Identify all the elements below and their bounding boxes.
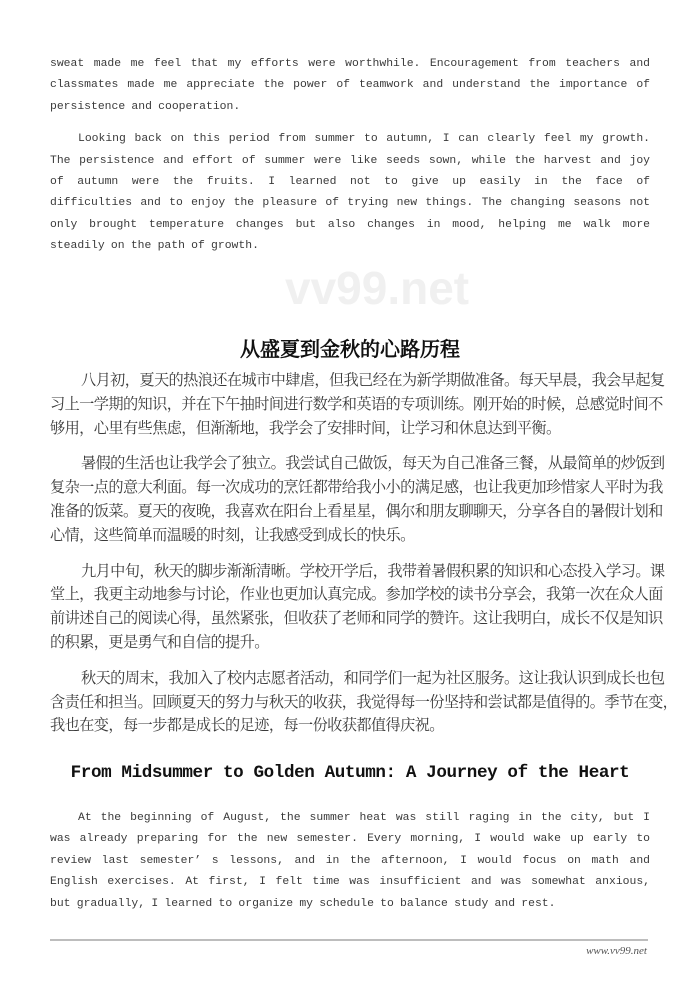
- text-line: difficulties and to enjoy the pleasure of trying new things. The changing seasons not: [50, 197, 650, 210]
- text-line: 我也在变，每一步都是成长的足迹，每一份收获都值得庆祝。: [50, 716, 444, 735]
- text-line: English exercises. At first, I felt time was insufficient and was somewhat anxious,: [50, 876, 650, 889]
- text-line: but gradually, I learned to organize my schedule to balance study and rest.: [50, 897, 556, 910]
- text-line: was already preparing for the new semester. Every morning, I would wake up early to: [50, 833, 650, 846]
- text-line: 前讲述自己的阅读心得，虽然紧张，但收获了老师和同学的赞许。这让我明白，成长不仅是知识: [50, 609, 663, 628]
- text-line: 准备的饭菜。夏天的夜晚，我喜欢在阳台上看星星，偶尔和朋友聊聊天，分享各自的暑假计划和: [50, 501, 663, 520]
- paragraph: [50, 808, 650, 915]
- footer-url: www.vv99.net: [586, 945, 647, 957]
- paragraph: [50, 369, 665, 440]
- text-line: 习上一学期的知识，并在下午抽时间进行数学和英语的专项训练。刚开始的时候，总感觉时间不: [50, 394, 663, 413]
- text-line: sweat made me feel that my efforts were worthwhile. Encouragement from teachers and: [50, 58, 650, 70]
- text-line: classmates made me appreciate the power of teamwork and understand the importance of: [50, 79, 650, 92]
- english-paragraphs-top: [50, 54, 650, 269]
- text-line: 的积累，更是勇气和自信的提升。: [50, 632, 269, 651]
- english-title: From Midsummer to Golden Autumn: A Journey of the Heart: [70, 763, 630, 783]
- text-line: 够用，心里有些焦虑，但渐渐地，我学会了安排时间，让学习和休息达到平衡。: [50, 418, 561, 437]
- english-paragraphs-bottom: [50, 808, 650, 926]
- text-line: 秋天的周末，我加入了校内志愿者活动，和同学们一起为社区服务。这让我认识到成长也包: [81, 668, 665, 687]
- paragraph: [50, 667, 678, 738]
- text-line: persistence and cooperation.: [50, 100, 241, 113]
- text-line: 复杂一点的意大利面。每一次成功的烹饪都带给我小小的满足感，也让我更加珍惜家人平时为我: [50, 478, 663, 497]
- text-line: 心情，这些简单而温暖的时刻，让我感受到成长的快乐。: [50, 525, 415, 544]
- paragraph: [50, 129, 650, 257]
- text-line: steadily on the path of growth.: [50, 240, 259, 253]
- text-line: only brought temperature changes but also changes in mood, helping me walk more: [50, 218, 650, 231]
- footer-divider: [50, 939, 648, 941]
- text-line: At the beginning of August, the summer heat was still raging in the city, but I: [78, 812, 650, 824]
- text-line: The persistence and effort of summer were like seeds sown, while the harvest and joy: [50, 154, 650, 167]
- text-line: 堂上，我更主动地参与讨论，作业也更加认真完成。参加学校的读书分享会，我第一次在众人面: [50, 585, 663, 604]
- chinese-paragraphs: [50, 369, 678, 750]
- paragraph: [50, 54, 650, 118]
- text-line: Looking back on this period from summer to autumn, I can clearly feel my growth.: [78, 133, 650, 146]
- text-line: of autumn were the fruits. I learned not to give up easily in the face of: [50, 175, 650, 188]
- paragraph: [50, 560, 665, 655]
- chinese-title: 从盛夏到金秋的心路历程: [240, 337, 460, 361]
- text-line: 含责任和担当。回顾夏天的努力与秋天的收获，我觉得每一份坚持和尝试都是值得的。季节在变，: [50, 692, 678, 711]
- text-line: 九月中旬，秋天的脚步渐渐清晰。学校开学后，我带着暑假积累的知识和心态投入学习。课: [81, 561, 665, 580]
- watermark: vv99.net: [285, 262, 470, 314]
- text-line: review last semester’ s lessons, and in the afternoon, I would focus on math and: [50, 854, 650, 867]
- text-line: 八月初，夏天的热浪还在城市中肆虐，但我已经在为新学期做准备。每天早晨，我会早起复: [81, 371, 665, 389]
- text-line: 暑假的生活也让我学会了独立。我尝试自己做饭，每天为自己准备三餐，从最简单的炒饭到: [81, 454, 665, 473]
- paragraph: [50, 452, 665, 547]
